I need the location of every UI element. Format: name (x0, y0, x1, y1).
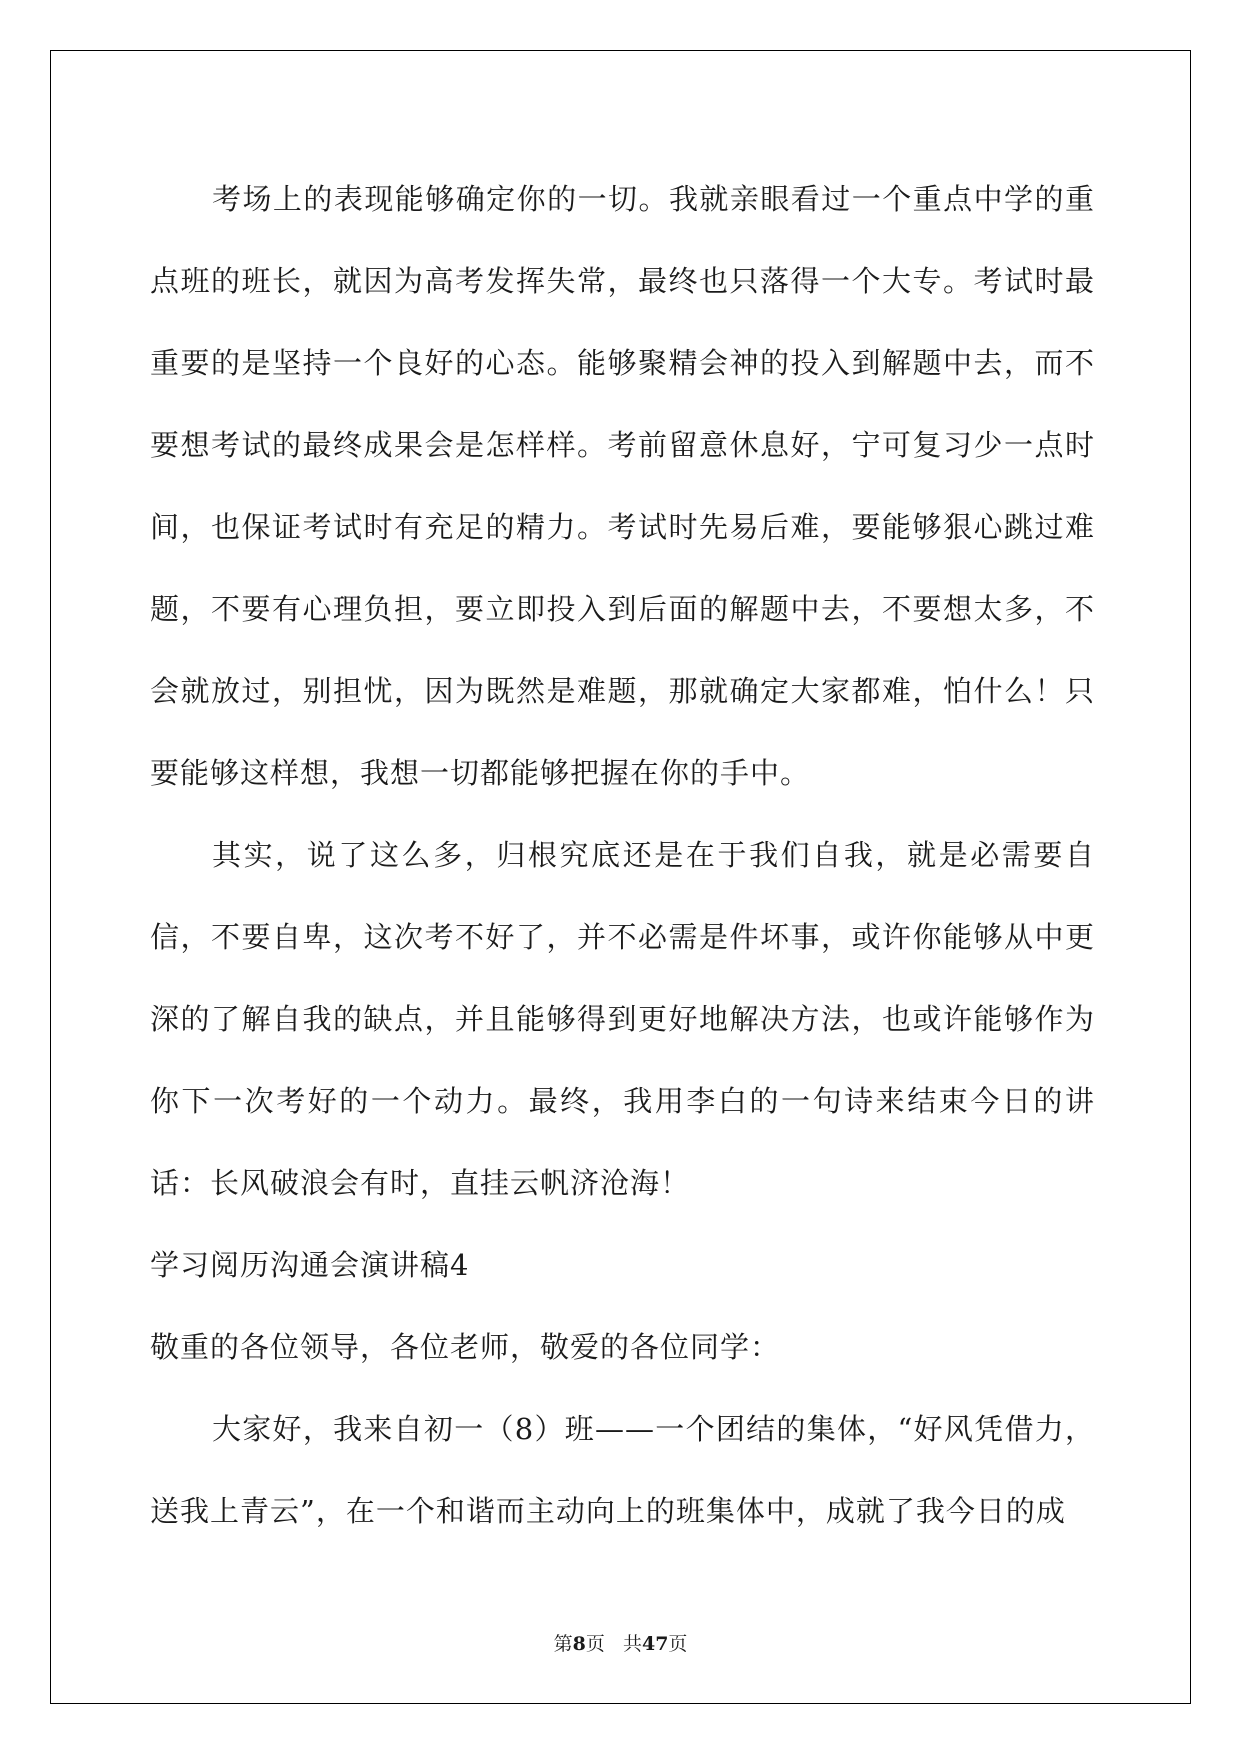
paragraph-introduction: 大家好，我来自初一（8）班——一个团结的集体，“好风凭借力，送我上青云”，在一个和谐而主动向上的班集体中，成就了我今日的成 (150, 1412, 1095, 1528)
salutation: 敬重的各位领导，各位老师，敬爱的各位同学： (150, 1330, 781, 1364)
paragraph-conclusion: 其实，说了这么多，归根究底还是在于我们自我，就是必需要自信，不要自卑，这次考不好了，并不必需是件坏事，或许你能够从中更深的了解自我的缺点，并且能够得到更好地解决方法，也或许能够作为你下一次考好的一个动力。最终，我用李白的一句诗来结束今日的讲话：长风破浪会有时，直挂云帆济沧海！ (150, 838, 1095, 1200)
page-footer (0, 1629, 1241, 1656)
page-suffix: 页 (585, 1633, 605, 1655)
page-number: 8 (572, 1633, 586, 1655)
section-heading: 学习阅历沟通会演讲稿4 (150, 1248, 470, 1282)
paragraph-exam-advice: 考场上的表现能够确定你的一切。我就亲眼看过一个重点中学的重点班的班长，就因为高考发挥失常，最终也只落得一个大专。考试时最重要的是坚持一个良好的心态。能够聚精会神的投入到解题中去，而不要想考试的最终成果会是怎样样。考前留意休息好，宁可复习少一点时间，也保证考试时有充足的精力。考试时先易后难，要能够狠心跳过难题，不要有心理负担，要立即投入到后面的解题中去，不要想太多，不会就放过，别担忧，因为既然是难题，那就确定大家都难，怕什么！只要能够这样想，我想一切都能够把握在你的手中。 (150, 182, 1095, 790)
total-pages: 47 (641, 1633, 669, 1655)
page-prefix: 第 (553, 1633, 573, 1655)
total-prefix: 共 (622, 1633, 642, 1655)
document-body (150, 158, 1095, 1552)
total-suffix: 页 (668, 1633, 688, 1655)
